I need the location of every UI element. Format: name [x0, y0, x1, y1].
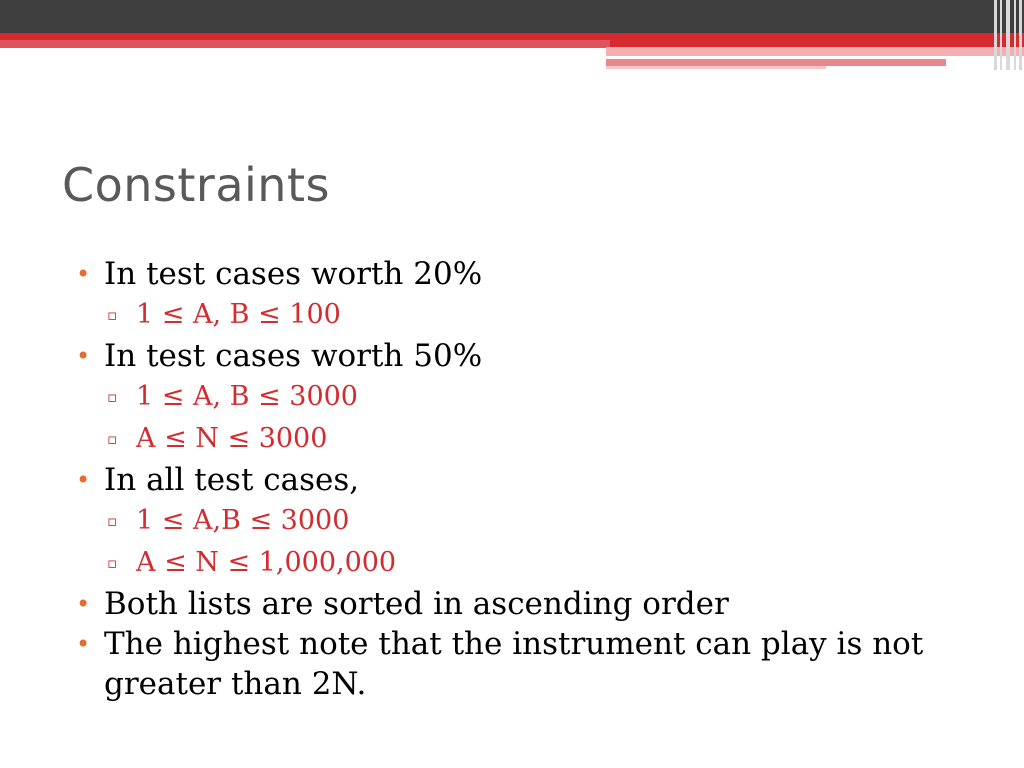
header-bar	[0, 0, 1024, 33]
accent-stripe	[606, 66, 826, 69]
bullet-text: The highest note that the instrument can play is not greater than 2N.	[104, 626, 924, 702]
bullet-item	[76, 624, 976, 704]
square-bullet-icon: ▫	[107, 430, 118, 448]
bullet-dot-icon: •	[76, 630, 91, 658]
sub-bullet-text: 1 ≤ A,B ≤ 3000	[136, 505, 350, 536]
bullet-text: In test cases worth 20%	[104, 256, 483, 292]
slide-title: Constraints	[62, 158, 330, 212]
corner-decoration	[990, 0, 1024, 70]
accent-stripe	[606, 47, 1024, 56]
bullet-list	[76, 254, 976, 704]
bullet-text: In all test cases,	[104, 462, 360, 498]
bullet-item	[76, 584, 976, 624]
sub-bullet-item	[76, 542, 976, 584]
sub-bullet-item	[76, 418, 976, 460]
bullet-dot-icon: •	[76, 590, 91, 618]
sub-bullet-item	[76, 376, 976, 418]
bullet-dot-icon: •	[76, 342, 91, 370]
square-bullet-icon: ▫	[107, 306, 118, 324]
sub-bullet-text: A ≤ N ≤ 3000	[136, 423, 328, 454]
bullet-text: In test cases worth 50%	[104, 338, 483, 374]
accent-band-highlight	[0, 40, 610, 48]
bullet-item	[76, 336, 976, 376]
bullet-text: Both lists are sorted in ascending order	[104, 586, 729, 622]
bullet-item	[76, 254, 976, 294]
accent-stripe	[606, 59, 946, 66]
sub-bullet-item	[76, 294, 976, 336]
bullet-dot-icon: •	[76, 260, 91, 288]
square-bullet-icon: ▫	[107, 512, 118, 530]
sub-bullet-text: A ≤ N ≤ 1,000,000	[136, 547, 397, 578]
sub-bullet-item	[76, 500, 976, 542]
bullet-item	[76, 460, 976, 500]
bullet-dot-icon: •	[76, 466, 91, 494]
square-bullet-icon: ▫	[107, 554, 118, 572]
sub-bullet-text: 1 ≤ A, B ≤ 3000	[136, 381, 358, 412]
sub-bullet-text: 1 ≤ A, B ≤ 100	[136, 299, 341, 330]
square-bullet-icon: ▫	[107, 388, 118, 406]
